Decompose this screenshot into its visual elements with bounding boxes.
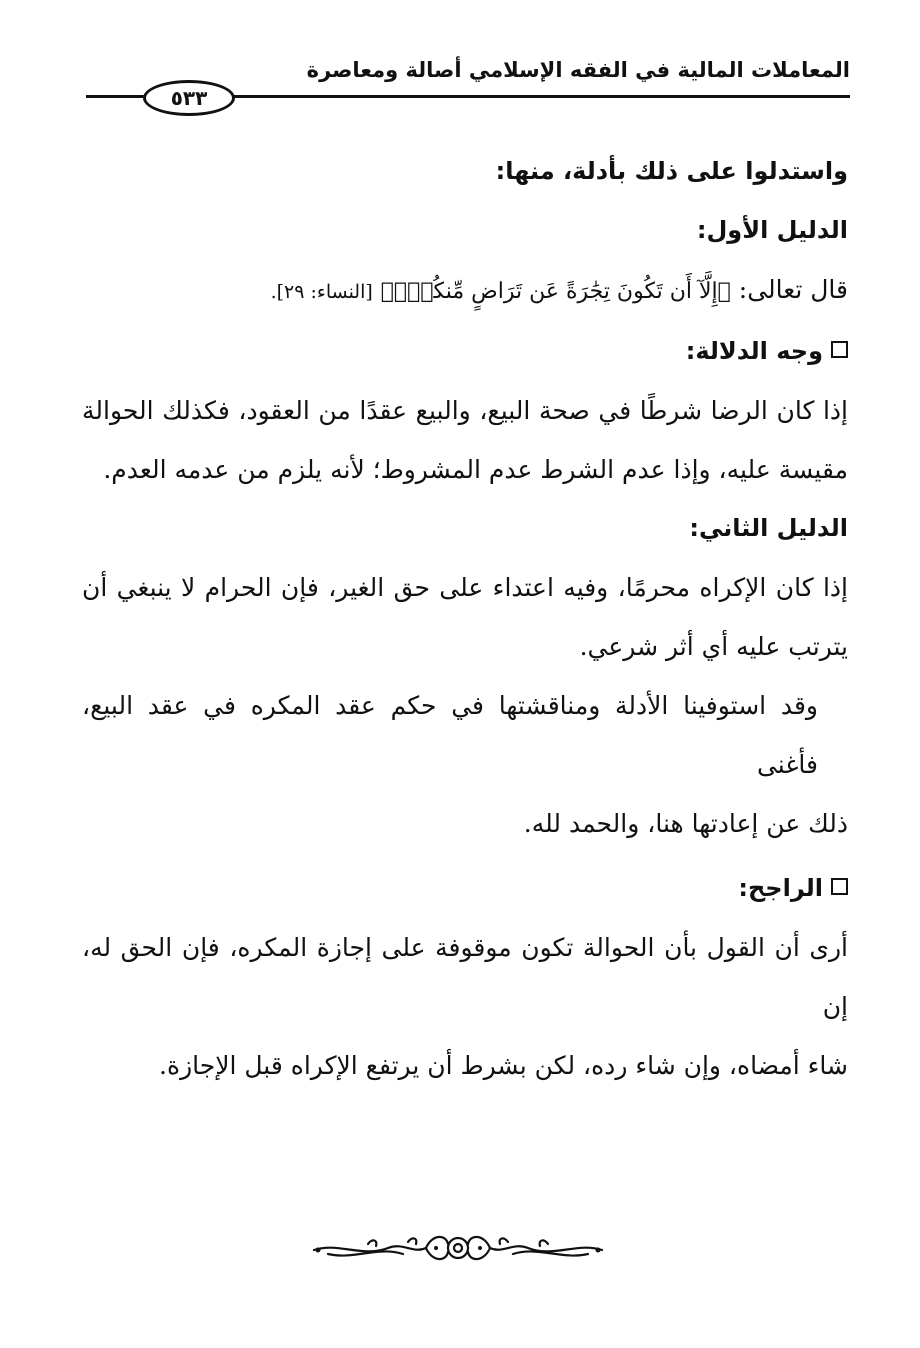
discussion-line-1: وقد استوفينا الأدلة ومناقشتها في حكم عقد المكره في عقد البيع، فأغنى <box>82 691 818 779</box>
main-text <box>82 142 848 1095</box>
second-evidence-line-1: إذا كان الإكراه محرمًا، وفيه اعتداء على حق الغير، فإن الحرام لا ينبغي أن <box>82 573 848 602</box>
indication-line-2: مقيسة عليه، وإذا عدم الشرط عدم المشروط؛ لأنه يلزم من عدمه العدم. <box>103 455 848 484</box>
checkbox-square-icon <box>831 878 848 895</box>
second-evidence-heading: الدليل الثاني: <box>689 514 848 542</box>
indication-heading: وجه الدلالة: <box>82 322 848 381</box>
first-evidence-heading: الدليل الأول: <box>696 216 848 244</box>
second-evidence-line-2: يترتب عليه أي أثر شرعي. <box>579 632 848 661</box>
page-number: ٥٣٣ <box>143 80 235 116</box>
verse-reference: [النساء: ٢٩]. <box>270 281 373 303</box>
intro-line: واستدلوا على ذلك بأدلة، منها: <box>495 157 848 185</box>
indication-line-1: إذا كان الرضا شرطًا في صحة البيع، والبيع عقدًا من العقود، فكذلك الحوالة <box>82 396 848 425</box>
preferred-heading: الراجح: <box>82 859 848 918</box>
preferred-line-1: أرى أن القول بأن الحوالة تكون موقوفة على إجازة المكره، فإن الحق له، إن <box>82 933 848 1021</box>
preferred-line-2: شاء أمضاه، وإن شاء رده، لكن بشرط أن يرتفع الإكراه قبل الإجازة. <box>159 1051 848 1080</box>
discussion-line-2: ذلك عن إعادتها هنا، والحمد لله. <box>523 809 848 838</box>
checkbox-square-icon <box>831 341 848 358</box>
verse-lead: قال تعالى: <box>738 275 848 304</box>
quran-verse: ﴿إِلَّآ أَن تَكُونَ تِجَٰرَةً عَن تَرَاضٍ مِّنكُمۡۚ﴾ <box>380 279 731 304</box>
running-title: المعاملات المالية في الفقه الإسلامي أصالة ومعاصرة <box>306 58 850 82</box>
verse-line <box>82 260 848 322</box>
floral-divider-ornament-icon <box>308 1228 608 1268</box>
